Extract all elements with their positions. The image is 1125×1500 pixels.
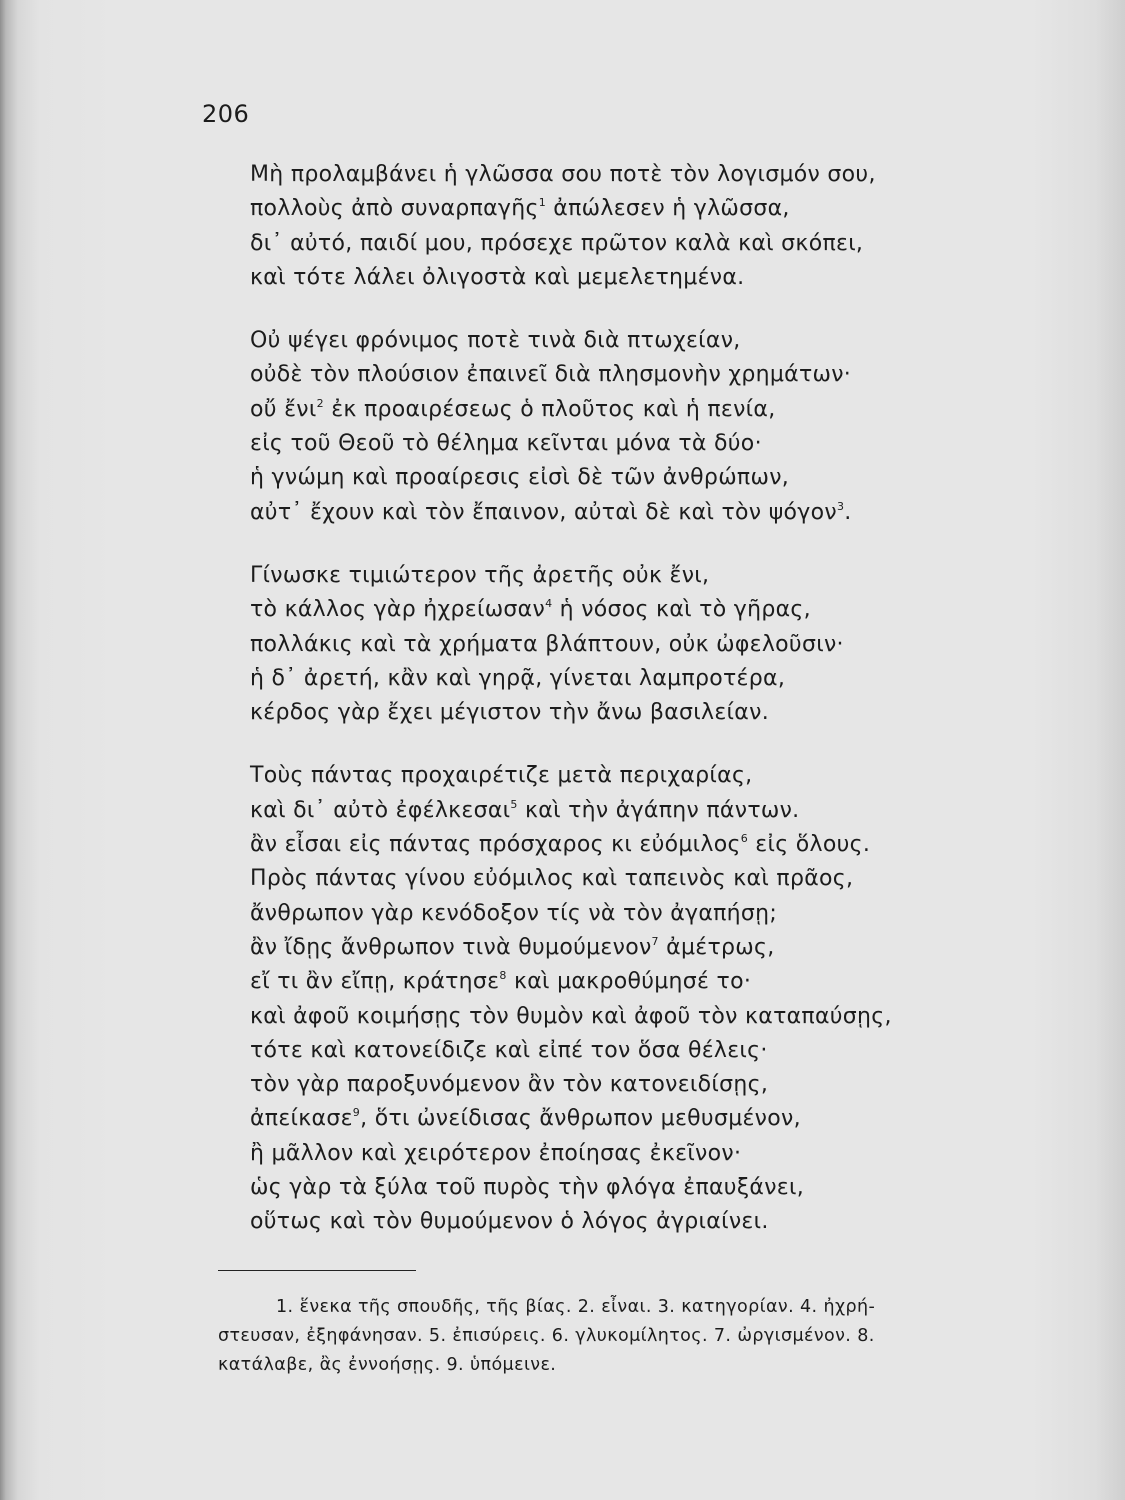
line-text: καὶ τότε λάλει ὀλιγοστὰ καὶ μεμελετημένα. (250, 264, 745, 290)
stanza (250, 158, 1030, 295)
poem-line (250, 628, 1030, 662)
footnote-line: στευσαν, ἐξηφάνησαν. 5. ἐπισύρεις. 6. γλυκομίλητος. 7. ὠργισμένον. 8. (218, 1326, 875, 1346)
poem-line (250, 324, 1030, 358)
line-text: εἴ τι ἂν εἴπῃ, κράτησε (250, 969, 500, 995)
line-text-continued: ἡ νόσος καὶ τὸ γῆρας, (552, 597, 811, 623)
line-text: τὸν γὰρ παροξυνόμενον ἂν τὸν κατονειδίσῃς, (250, 1072, 769, 1098)
footnote-line: κατάλαβε, ἂς ἐννοήσῃς. 9. ὑπόμεινε. (218, 1355, 557, 1375)
footnote-marker: 1 (538, 196, 547, 210)
footnote-marker: 3 (836, 499, 845, 513)
line-text: Γίνωσκε τιμιώτερον τῆς ἀρετῆς οὐκ ἔνι, (250, 562, 710, 588)
line-text: ἂν εἶσαι εἰς πάντας πρόσχαρος κι εὐόμιλος (250, 832, 741, 858)
poem-line (250, 461, 1030, 495)
stanza (250, 559, 1030, 730)
line-text: Οὐ ψέγει φρόνιμος ποτὲ τινὰ διὰ πτωχείαν, (250, 328, 741, 354)
footnote-marker: 4 (545, 597, 553, 611)
poem-line (250, 828, 1030, 862)
line-text-continued: εἰς ὅλους. (748, 832, 871, 858)
line-text: οὔ ἔνι (250, 396, 317, 422)
poem-line (250, 965, 1030, 999)
poem-line (250, 862, 1030, 896)
footnote-divider (218, 1270, 416, 1271)
line-text: οὐδὲ τὸν πλούσιον ἐπαινεῖ διὰ πλησμονὴν χρημάτων· (250, 362, 852, 388)
line-text: εἰς τοῦ Θεοῦ τὸ θέλημα κεῖνται μόνα τὰ δύο· (250, 431, 762, 457)
line-text: ἡ γνώμη καὶ προαίρεσις εἰσὶ δὲ τῶν ἀνθρώπων, (250, 465, 790, 491)
line-text-continued: ἀπώλεσεν ἡ γλῶσσα, (546, 196, 790, 222)
stanza (250, 324, 1030, 530)
poem-line (250, 393, 1030, 427)
line-text-continued: ἀμέτρως, (658, 934, 775, 960)
poem-line (250, 1068, 1030, 1102)
poem-line (250, 593, 1030, 627)
line-text: τὸ κάλλος γὰρ ἠχρείωσαν (250, 597, 546, 623)
poem-line (250, 662, 1030, 696)
line-text: ἂν ἴδῃς ἄνθρωπον τινὰ θυμούμενον (250, 934, 652, 960)
line-text: κέρδος γὰρ ἔχει μέγιστον τὴν ἄνω βασιλείαν. (250, 700, 769, 726)
poem-line (250, 897, 1030, 931)
line-text: οὕτως καὶ τὸν θυμούμενον ὁ λόγος ἀγριαίνει. (250, 1209, 769, 1235)
line-text-continued: . (844, 499, 852, 525)
poem-line (250, 496, 1030, 530)
poem-line (250, 1171, 1030, 1205)
line-text: Πρὸς πάντας γίνου εὐόμιλος καὶ ταπεινὸς καὶ πρᾶος, (250, 866, 854, 892)
line-text: δι᾽ αὐτό, παιδί μου, πρόσεχε πρῶτον καλὰ καὶ σκόπει, (250, 230, 864, 256)
poem-line (250, 1102, 1030, 1136)
footnotes (218, 1293, 1030, 1380)
line-text: αὐτ᾽ ἔχουν καὶ τὸν ἔπαινον, αὐταὶ δὲ καὶ τὸν ψόγον (250, 499, 837, 525)
line-text-continued: , ὅτι ὠνείδισας ἄνθρωπον μεθυσμένον, (360, 1106, 801, 1132)
poem-line (250, 261, 1030, 295)
poem-body (250, 158, 1030, 1269)
poem-line (250, 158, 1030, 192)
line-text: τότε καὶ κατονείδιζε καὶ εἰπέ τον ὅσα θέλεις· (250, 1037, 768, 1063)
line-text: ὡς γὰρ τὰ ξύλα τοῦ πυρὸς τὴν φλόγα ἐπαυξάνει, (250, 1175, 805, 1201)
line-text: ἄνθρωπον γὰρ κενόδοξον τίς νὰ τὸν ἀγαπήσῃ; (250, 900, 778, 926)
poem-line (250, 1000, 1030, 1034)
footnote-marker: 7 (651, 934, 659, 948)
footnote-marker: 8 (499, 969, 507, 983)
line-text-continued: καὶ τὴν ἀγάπην πάντων. (517, 797, 800, 823)
line-text-continued: καὶ μακροθύμησέ το· (506, 969, 752, 995)
line-text: Τοὺς πάντας προχαιρέτιζε μετὰ περιχαρίας, (250, 763, 753, 789)
footnote-marker: 9 (352, 1106, 361, 1120)
poem-line (250, 794, 1030, 828)
page-number: 206 (202, 100, 250, 128)
poem-line (250, 1205, 1030, 1239)
line-text: ἡ δ᾽ ἀρετή, κἂν καὶ γηρᾷ, γίνεται λαμπροτέρα, (250, 665, 786, 691)
poem-line (250, 192, 1030, 226)
line-text: Μὴ προλαμβάνει ἡ γλῶσσα σου ποτὲ τὸν λογισμόν σου, (250, 162, 876, 187)
poem-line (250, 1137, 1030, 1171)
footnote-marker: 2 (316, 396, 324, 410)
line-text: ἀπείκασε (250, 1106, 353, 1132)
footnote-marker: 6 (740, 832, 749, 846)
poem-line (250, 1034, 1030, 1068)
line-text: καὶ ἀφοῦ κοιμήσῃς τὸν θυμὸν καὶ ἀφοῦ τὸν καταπαύσῃς, (250, 1003, 892, 1029)
poem-line (250, 931, 1030, 965)
poem-line (250, 759, 1030, 793)
stanza (250, 759, 1030, 1239)
poem-line (250, 427, 1030, 461)
poem-line (250, 358, 1030, 392)
poem-line (250, 227, 1030, 261)
line-text: πολλάκις καὶ τὰ χρήματα βλάπτουν, οὐκ ὠφελοῦσιν· (250, 631, 844, 657)
footnote-marker: 5 (510, 797, 518, 811)
poem-line (250, 696, 1030, 730)
line-text: πολλοὺς ἀπὸ συναρπαγῆς (250, 196, 539, 222)
line-text: καὶ δι᾽ αὐτὸ ἐφέλκεσαι (250, 797, 511, 823)
poem-line (250, 559, 1030, 593)
line-text: ἢ μᾶλλον καὶ χειρότερον ἐποίησας ἐκεῖνον· (250, 1140, 742, 1166)
footnote-line: 1. ἕνεκα τῆς σπουδῆς, τῆς βίας. 2. εἶναι. 3. κατηγορίαν. 4. ἠχρή- (276, 1297, 876, 1317)
line-text-continued: ἐκ προαιρέσεως ὁ πλοῦτος καὶ ἡ πενία, (323, 396, 776, 422)
